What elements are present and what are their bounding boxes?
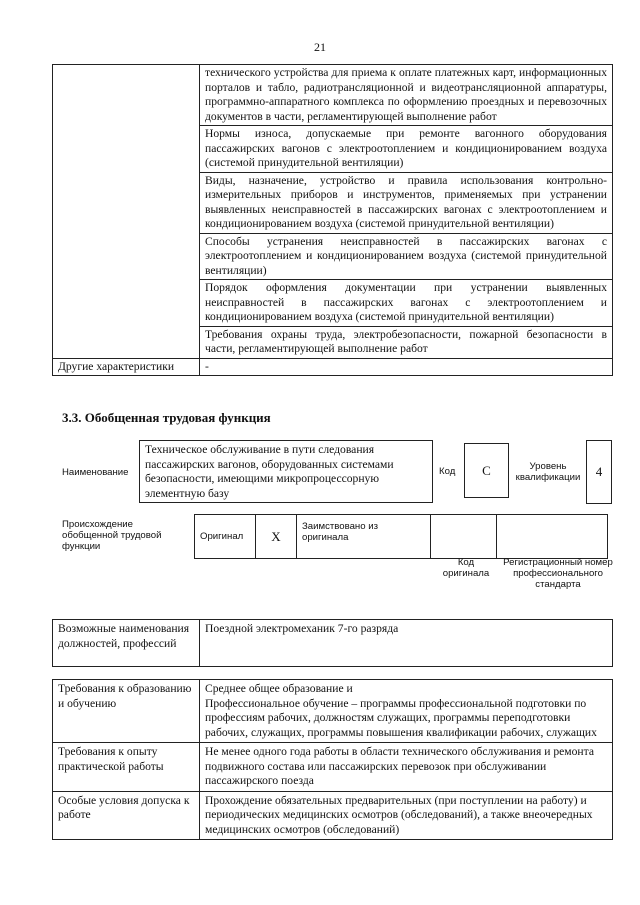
knowledge-item: Порядок оформления документации при устранении выявленных неисправностей в пассажирских вагонах с электроотоплением и кондиционированием воздуха (системой принудительной вентиляции)	[200, 280, 613, 327]
section-heading: 3.3. Обобщенная трудовая функция	[62, 410, 271, 425]
positions-value: Поездной электромеханик 7-го разряда	[200, 620, 613, 667]
knowledge-item: Нормы износа, допускаемые при ремонте вагонного оборудования пассажирских вагонов с электроотоплением и кондиционированием воздуха (системой принудительной вентиляции)	[200, 126, 613, 173]
knowledge-item: Способы устранения неисправностей в пассажирских вагонах с электроотоплением и кондиционированием воздуха (системой принудительной вентиляции)	[200, 233, 613, 280]
table-row	[53, 791, 613, 840]
admission-conditions-value	[200, 791, 613, 840]
knowledge-item: Требования охраны труда, электробезопасности, пожарной безопасности в части, регламентирующей выполнение работ	[200, 326, 613, 358]
function-name-box: Техническое обслуживание в пути следования пассажирских вагонов, оборудованных системами безопасности, имеющими микропроцессорную элементную базу	[139, 440, 433, 503]
positions-label: Возможные наименования должностей, профессий	[53, 620, 200, 667]
requirement-line: Прохождение обязательных предварительных (при поступлении на работу) и периодических медицинских осмотров (обследований), а также внеочередных медицинских осмотров (обследований)	[205, 793, 593, 836]
table-row	[53, 680, 613, 743]
education-requirements-label: Требования к образованию и обучению	[53, 680, 200, 743]
borrowed-label: Заимствовано из оригинала	[297, 515, 431, 559]
original-code-cell	[431, 515, 497, 559]
other-characteristics-value: -	[200, 358, 613, 376]
positions-table	[52, 619, 613, 667]
other-characteristics-label: Другие характеристики	[53, 358, 200, 376]
qualification-level-label: Уровень квалификации	[515, 461, 581, 483]
admission-conditions-label: Особые условия допуска к работе	[53, 791, 200, 840]
requirement-line: Среднее общее образование и	[205, 682, 353, 695]
table-row	[53, 65, 613, 126]
registration-number-caption: Регистрационный номер профессионального стандарта	[503, 557, 613, 590]
qualification-level-box: 4	[586, 440, 612, 504]
table-row	[53, 358, 613, 376]
requirement-line: Профессиональное обучение – программы профессиональной подготовки по профессиям рабочих, должностям служащих, программы переподготовки рабочих, служащих, программы повышения квалификации рабочих, служащих	[205, 696, 597, 739]
table-row	[195, 515, 608, 559]
requirement-line: Не менее одного года работы в области технического обслуживания и ремонта подвижного состава или пассажирских перевозок при обслуживании пассажирского поезда	[205, 745, 594, 787]
row-label-cell	[53, 65, 200, 359]
experience-requirements-value	[200, 743, 613, 792]
code-label: Код	[439, 466, 456, 477]
knowledge-table	[52, 64, 613, 376]
knowledge-item: технического устройства для приема к оплате платежных карт, информационных порталов и табло, радиотрансляционной и видеотрансляционной аппаратуры, программно-аппаратного комплекса по оформлению проездных и перевозочных документов в части, регламентирующей выполнение работ	[200, 65, 613, 126]
original-code-caption: Код оригинала	[442, 557, 490, 579]
origin-label: Происхождение обобщенной трудовой функции	[62, 519, 162, 552]
original-mark: X	[256, 515, 297, 559]
table-row	[53, 743, 613, 792]
registration-number-cell	[497, 515, 608, 559]
experience-requirements-label: Требования к опыту практической работы	[53, 743, 200, 792]
function-code-box: C	[464, 443, 509, 498]
requirements-table	[52, 679, 613, 840]
original-label: Оригинал	[195, 515, 256, 559]
page-number: 21	[314, 40, 326, 54]
origin-table	[194, 514, 608, 559]
knowledge-item: Виды, назначение, устройство и правила использования контрольно-измерительных приборов и инструментов, применяемых при устранении выявленных неисправностей в пассажирских вагонах с электроотоплением и кондиционированием воздуха (системой принудительной вентиляции)	[200, 172, 613, 233]
table-row	[53, 620, 613, 667]
name-label: Наименование	[62, 467, 129, 478]
education-requirements-value	[200, 680, 613, 743]
